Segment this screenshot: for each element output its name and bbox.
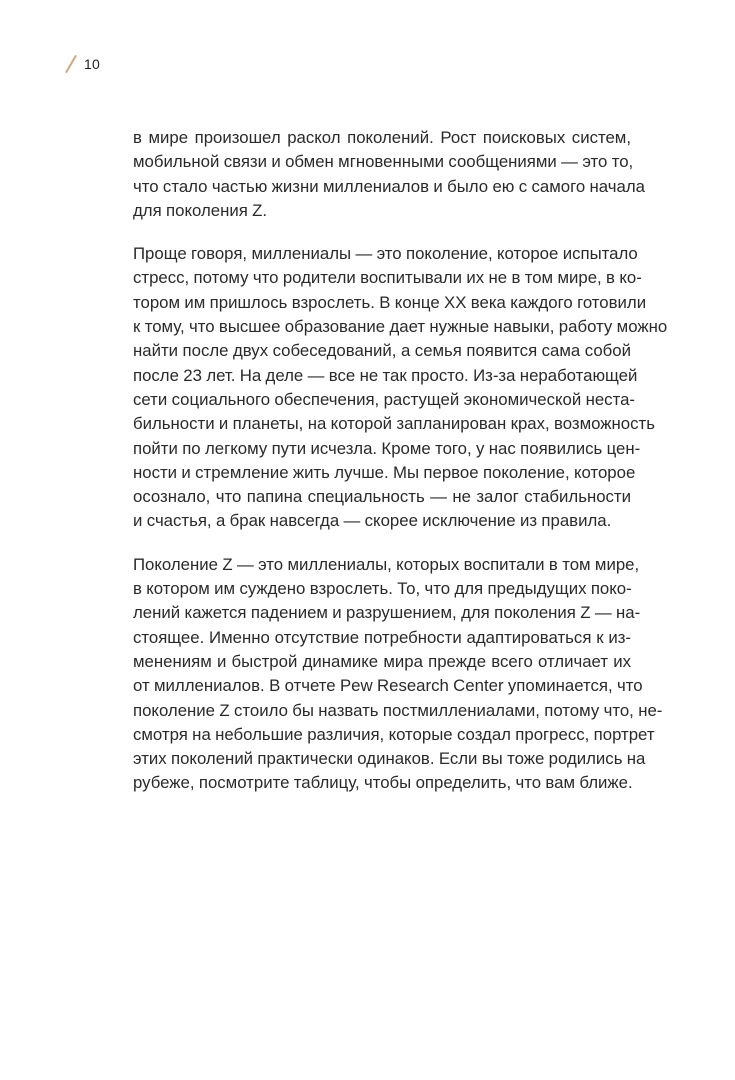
- text-line: пойти по легкому пути исчезла. Кроме того, у нас появились цен-: [133, 438, 641, 458]
- text-line: Поколение Z — это миллениалы, которых воспитали в том мире,: [133, 554, 640, 574]
- text-line: стресс, потому что родители воспитывали их не в том мире, в ко-: [133, 268, 642, 288]
- text-line: тором им пришлось взрослеть. В конце XX века каждого готовили: [133, 292, 647, 312]
- page-header: [64, 54, 100, 74]
- text-line: и счастья, а брак навсегда — скорее исключение из правила.: [133, 511, 612, 531]
- text-line: после 23 лет. На деле — все не так просто. Из-за неработающей: [133, 365, 638, 385]
- page-body: [133, 126, 668, 815]
- text-line: найти после двух собеседований, а семья появится сама собой: [133, 341, 631, 361]
- paragraph-1: [133, 126, 645, 223]
- text-line: этих поколений практически одинаков. Если вы тоже родились на: [133, 749, 646, 769]
- text-line: смотря на небольшие различия, которые создал прогресс, портрет: [133, 724, 655, 744]
- text-line: сети социального обеспечения, растущей экономической неста-: [133, 389, 635, 409]
- text-line: в котором им суждено взрослеть. То, что для предыдущих поко-: [133, 579, 632, 599]
- text-line: что стало частью жизни миллениалов и было ею с самого начала: [133, 176, 645, 196]
- text-line: к тому, что высшее образование дает нужные навыки, работу можно: [133, 317, 668, 337]
- text-line: рубеже, посмотрите таблицу, чтобы определить, что вам ближе.: [133, 773, 633, 793]
- paragraph-3: [133, 553, 663, 796]
- page-number: 10: [84, 56, 100, 72]
- text-line: для поколения Z.: [133, 200, 268, 220]
- text-line: ности и стремление жить лучше. Мы первое поколение, которое: [133, 462, 636, 482]
- text-line: осознало, что папина специальность — не залог стабильности: [133, 487, 631, 507]
- text-line: в мире произошел раскол поколений. Рост поисковых систем,: [133, 128, 631, 147]
- text-line: Проще говоря, миллениалы — это поколение, которое испытало: [133, 244, 638, 264]
- text-line: поколение Z стоило бы назвать постмиллениалами, потому что, не-: [133, 700, 663, 720]
- text-line: стоящее. Именно отсутствие потребности адаптироваться к из-: [133, 627, 631, 647]
- paragraph-2: [133, 242, 668, 534]
- text-line: лений кажется падением и разрушением, для поколения Z — на-: [133, 603, 641, 623]
- text-line: мобильной связи и обмен мгновенными сообщениями — это то,: [133, 152, 634, 172]
- text-line: менениям и быстрой динамике мира прежде всего отличает их: [133, 651, 631, 671]
- text-line: от миллениалов. В отчете Pew Research Center упоминается, что: [133, 676, 643, 696]
- slash-icon: [64, 55, 78, 73]
- text-line: бильности и планеты, на которой запланирован крах, возможность: [133, 414, 655, 434]
